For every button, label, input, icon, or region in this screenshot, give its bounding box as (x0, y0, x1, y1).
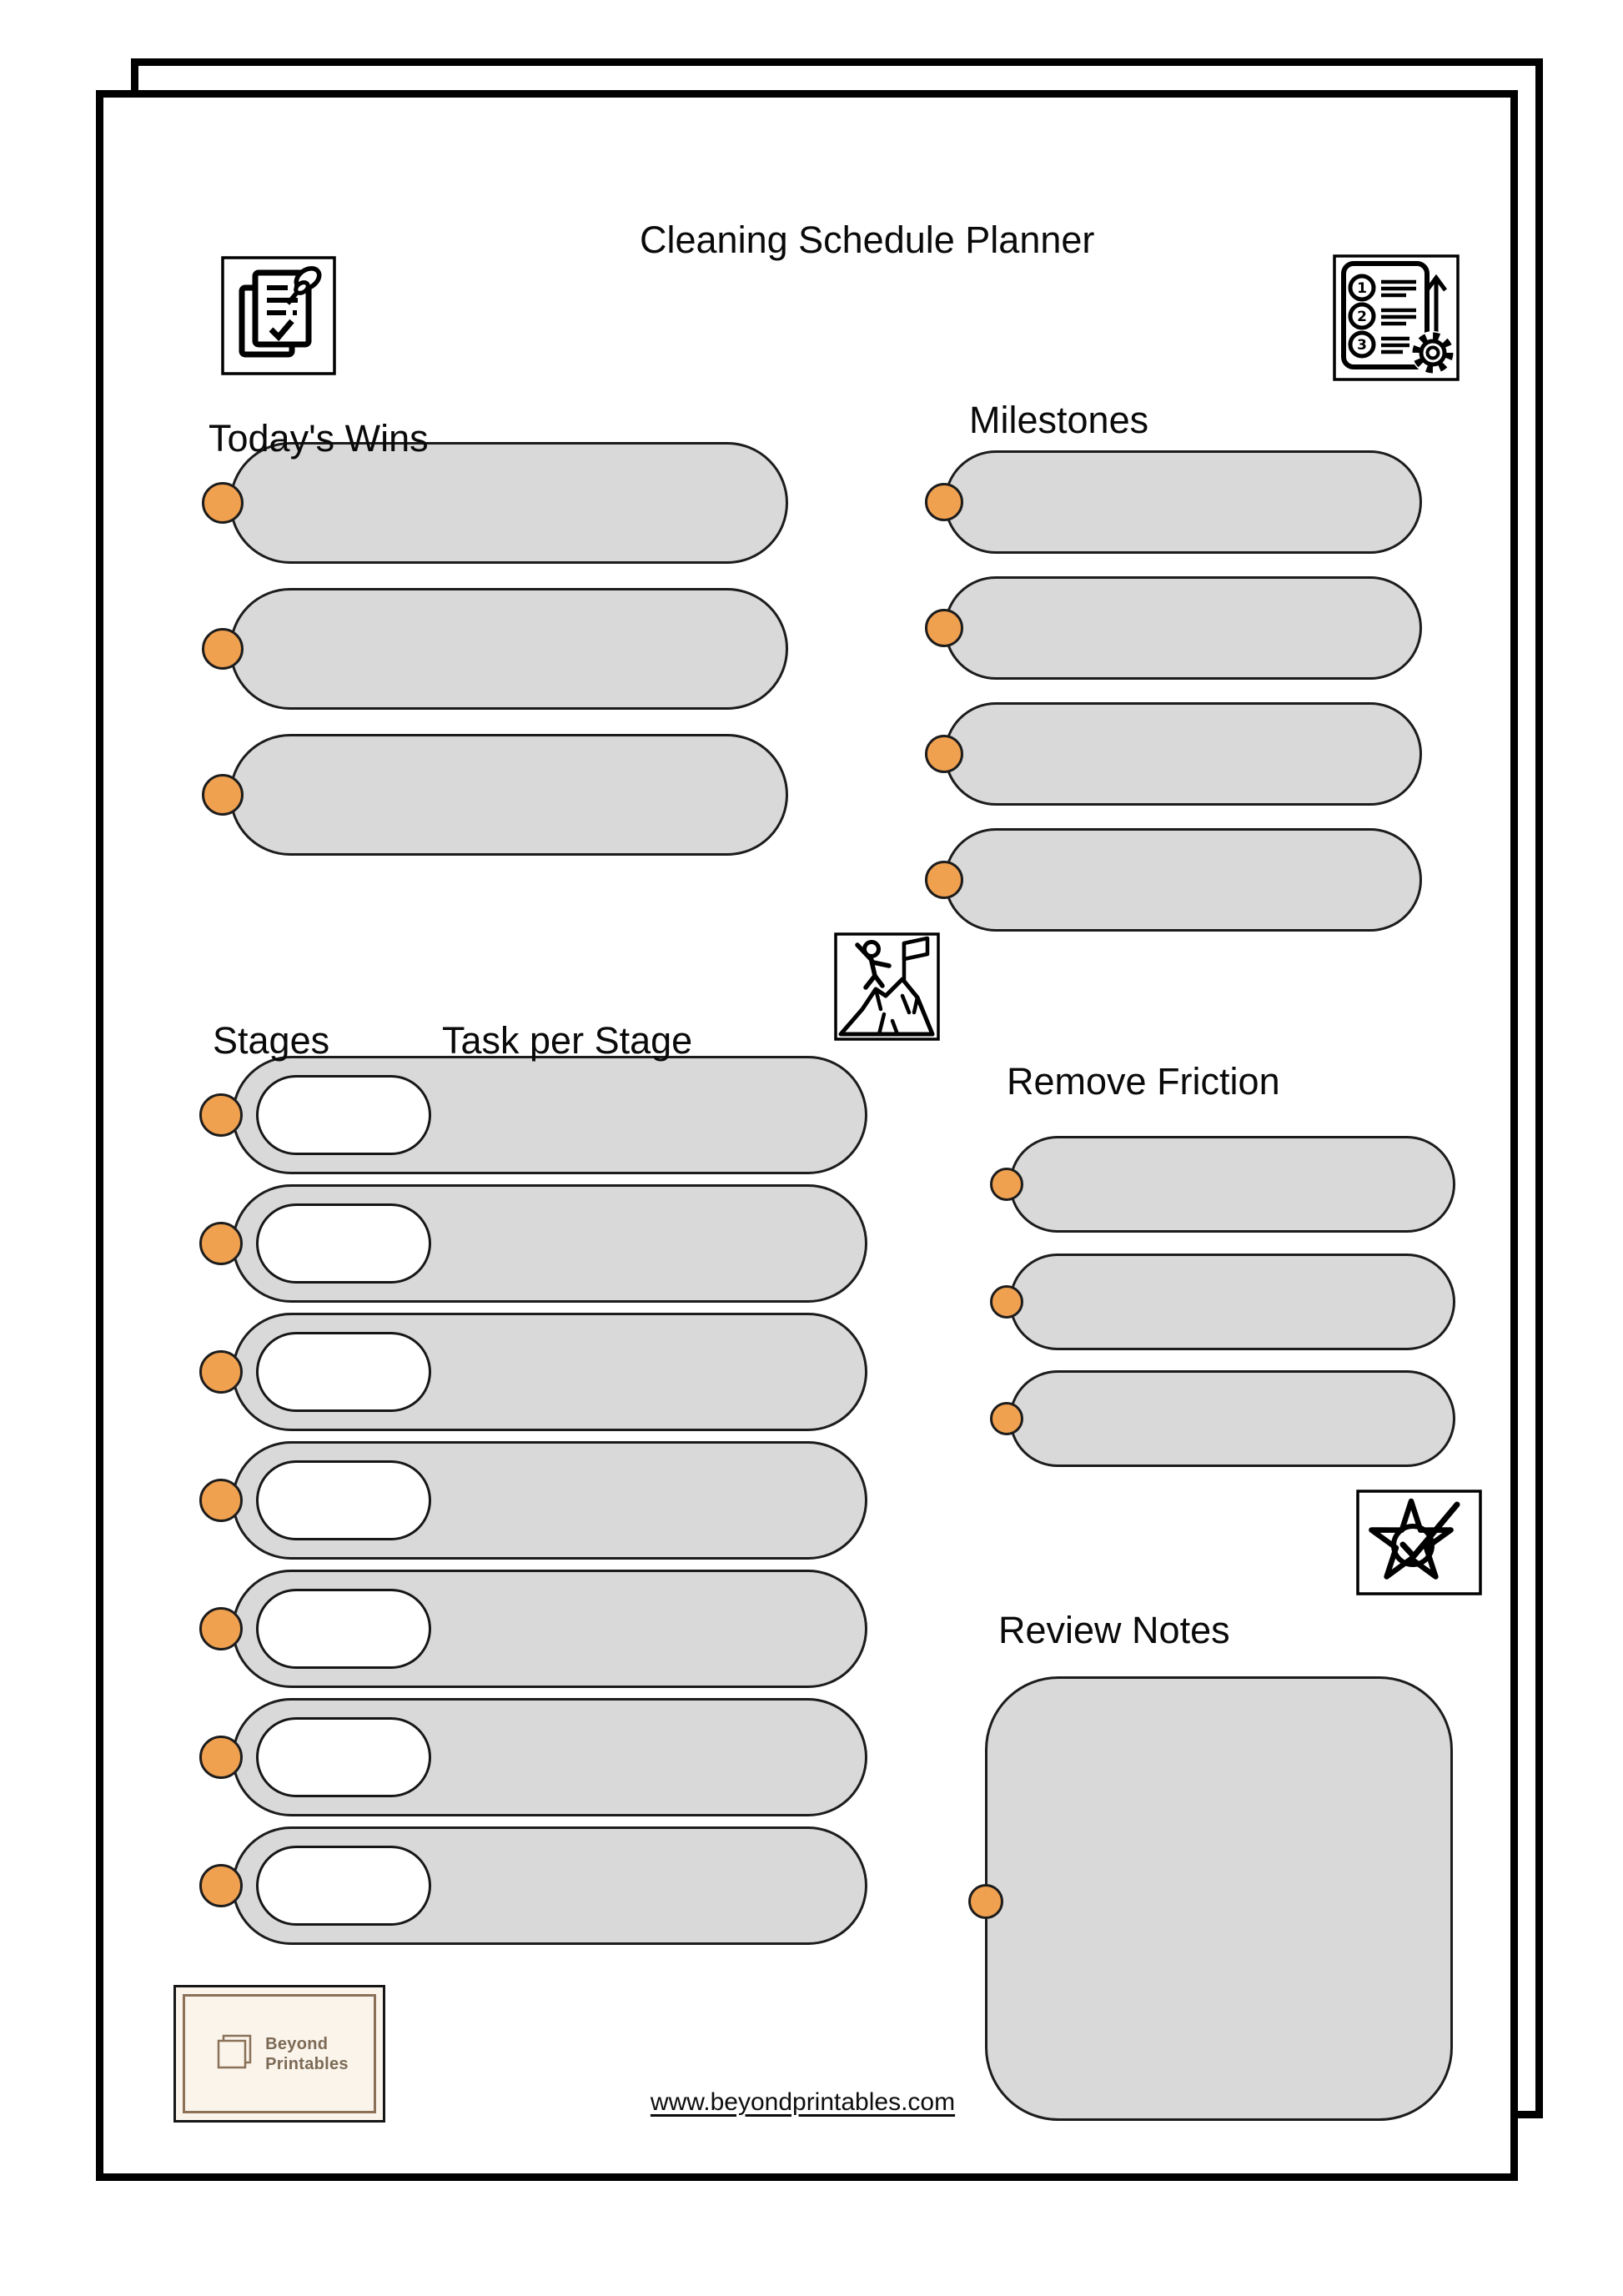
star-checkmark-icon (1356, 1490, 1482, 1595)
numbered-steps-gear-icon (1333, 254, 1460, 381)
task-per-stage-title: Task per Stage (442, 1019, 693, 1062)
milestone-slot-4[interactable] (944, 828, 1422, 932)
stage-row-7[interactable] (232, 1826, 867, 1945)
review-notes-box[interactable] (985, 1676, 1453, 2121)
bullet-dot (199, 1093, 243, 1137)
todays-wins-slot-2[interactable] (229, 588, 788, 710)
stage-row-5[interactable] (232, 1570, 867, 1688)
stage-row-4[interactable] (232, 1441, 867, 1560)
stage-name-field[interactable] (256, 1846, 431, 1926)
brand-name-line1: Beyond (265, 2034, 329, 2053)
review-notes-title: Review Notes (998, 1609, 1230, 1651)
bullet-dot (968, 1884, 1003, 1919)
todays-wins-slot-3[interactable] (229, 734, 788, 856)
bullet-dot (202, 628, 244, 670)
brand-name (265, 2034, 349, 2074)
milestone-slot-1[interactable] (944, 450, 1422, 554)
stage-name-field[interactable] (256, 1075, 431, 1155)
milestones-title: Milestones (969, 399, 1149, 441)
stage-name-field[interactable] (256, 1460, 431, 1540)
stage-name-field[interactable] (256, 1332, 431, 1412)
bullet-dot (925, 483, 963, 521)
remove-friction-title: Remove Friction (1007, 1060, 1280, 1103)
stage-row-1[interactable] (232, 1056, 867, 1174)
stage-name-field[interactable] (256, 1203, 431, 1284)
stage-row-2[interactable] (232, 1184, 867, 1303)
pinned-notes-checklist-icon (221, 256, 336, 375)
bullet-dot (199, 1607, 243, 1650)
stage-name-field[interactable] (256, 1589, 431, 1669)
bullet-dot (199, 1864, 243, 1907)
bullet-dot (925, 861, 963, 899)
milestone-slot-3[interactable] (944, 702, 1422, 806)
stacked-pages-icon (210, 2031, 257, 2077)
remove-friction-slot-1[interactable] (1009, 1136, 1455, 1233)
page-title: Cleaning Schedule Planner (640, 219, 1095, 261)
bullet-dot (925, 735, 963, 773)
svg-text:2: 2 (1357, 309, 1367, 325)
stages-title: Stages (213, 1019, 330, 1062)
bullet-dot (990, 1402, 1023, 1435)
website-link[interactable]: www.beyondprintables.com (650, 2088, 956, 2116)
bullet-dot (990, 1168, 1023, 1201)
svg-text:3: 3 (1357, 337, 1367, 354)
brand-logo-frame (183, 1994, 376, 2113)
bullet-dot (202, 482, 244, 524)
todays-wins-title: Today's Wins (209, 417, 429, 460)
remove-friction-slot-3[interactable] (1009, 1370, 1455, 1467)
bullet-dot (202, 774, 244, 816)
brand-logo (173, 1985, 385, 2123)
milestone-slot-2[interactable] (944, 576, 1422, 680)
remove-friction-slot-2[interactable] (1009, 1254, 1455, 1350)
bullet-dot (199, 1350, 243, 1394)
svg-text:1: 1 (1357, 280, 1367, 297)
stage-name-field[interactable] (256, 1717, 431, 1797)
bullet-dot (199, 1736, 243, 1779)
bullet-dot (925, 609, 963, 647)
mountain-climber-flag-icon (834, 932, 940, 1041)
bullet-dot (199, 1479, 243, 1522)
todays-wins-slot-1[interactable] (229, 442, 788, 564)
stage-row-6[interactable] (232, 1698, 867, 1816)
stage-row-3[interactable] (232, 1313, 867, 1431)
brand-name-line2: Printables (265, 2054, 349, 2073)
bullet-dot (990, 1285, 1023, 1319)
bullet-dot (199, 1222, 243, 1265)
